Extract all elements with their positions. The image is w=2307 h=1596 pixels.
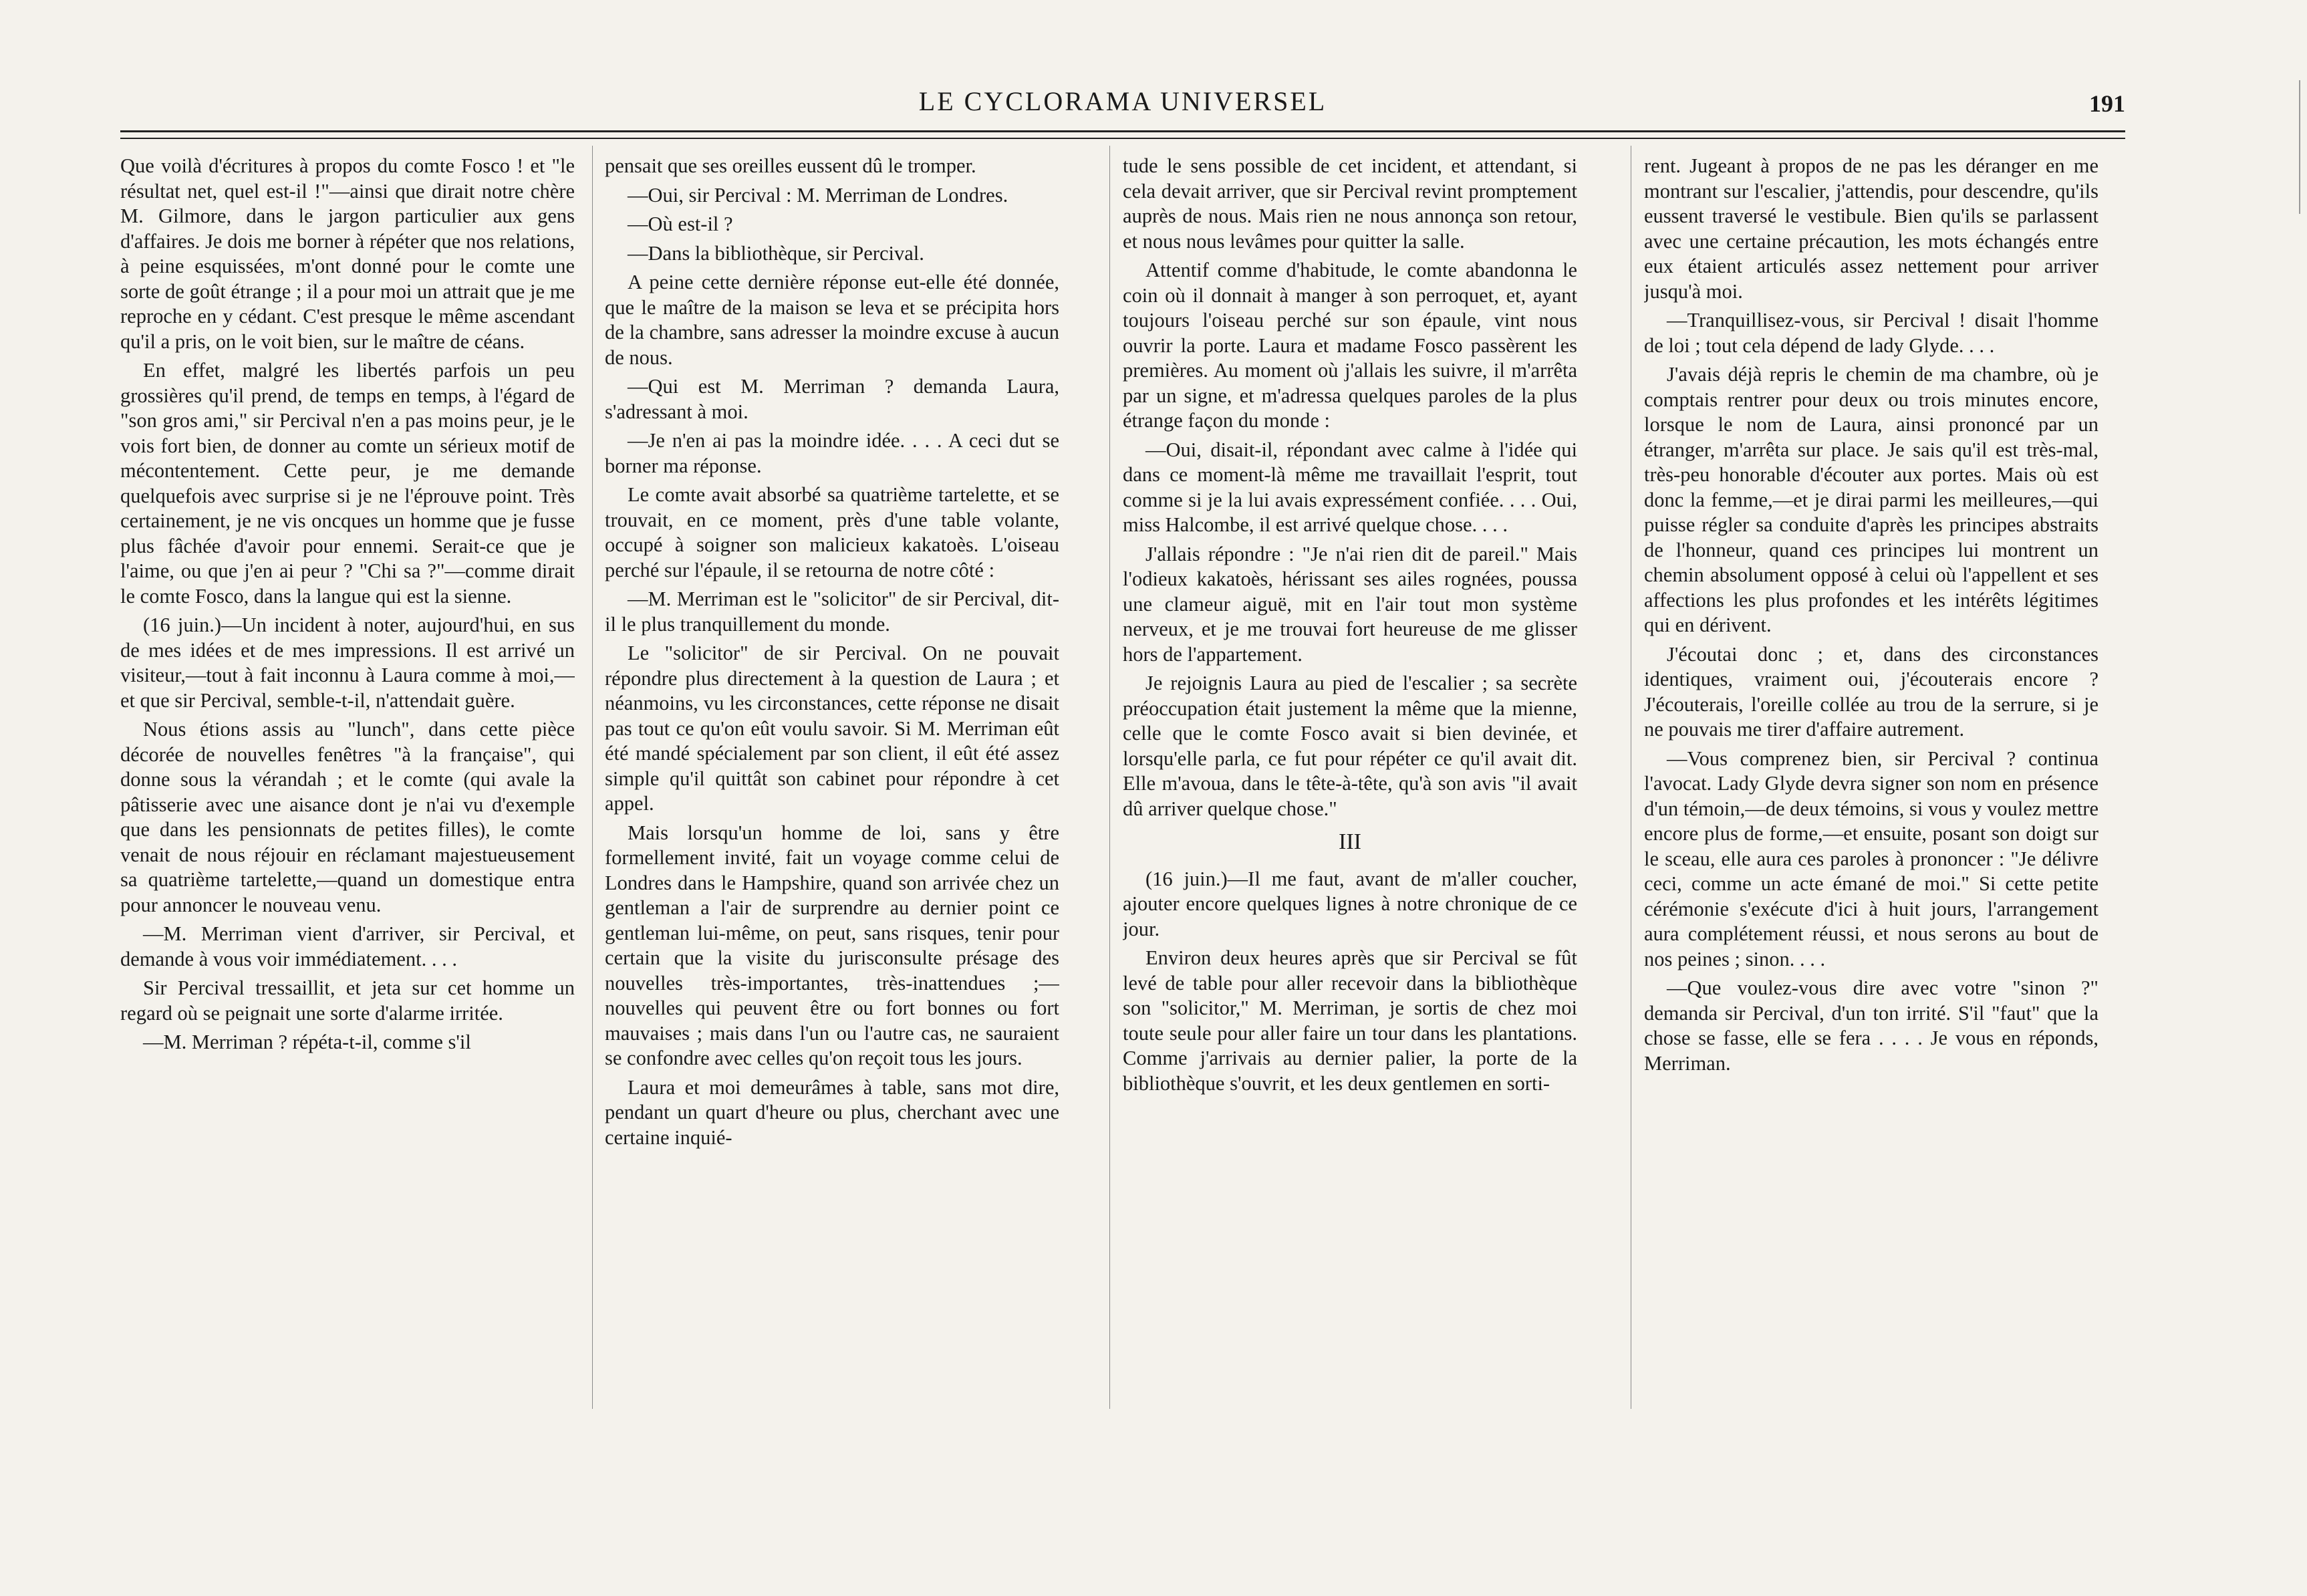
paragraph: rent. Jugeant à propos de ne pas les déranger en me montrant sur l'escalier, j'attendis, pour descendre, qu'ils eussent traversé le vestibule. Bien qu'ils se parlassent avec une certaine précaution, les mots échangés entre eux étaient articulés assez nettement pour arriver jusqu'à moi. [1644,154,2098,303]
column-divider [1109,146,1110,1409]
paragraph: J'avais déjà repris le chemin de ma chambre, où je comptais rentrer pour deux ou trois minutes encore, lorsque le nom de Laura, ainsi prononcé par un étranger, m'arrêta sur place. Je sais qu'il est très-mal, très-peu honorable d'écouter aux portes. Mais où est donc la femme,—et je dirai parmi les meilleures,—qui puisse régler sa conduite d'après les principes abstraits de l'honneur, quand ces principes lui montrent un chemin absolument opposé à celui où l'appellent et ses affections les plus profondes et les intérêts légitimes qui en dérivent. [1644,363,2098,636]
text-column-4 [1644,154,2098,1444]
text-column-2 [605,154,1059,1444]
paragraph: Mais lorsqu'un homme de loi, sans y être formellement invité, fait un voyage comme celui de Londres dans le Hampshire, quand son arrivée chez un gentleman a l'air de surprendre au dernier point ce gentleman lui-même, on peut, sans risques, tenir pour certain que la visite du jurisconsulte présage des nouvelles très-importantes, très-inattendues ;—nouvelles qui peuvent être ou fort bonnes ou fort mauvaises ; mais dans l'un ou l'autre cas, ne sauraient se confondre avec celles qu'on reçoit tous les jours. [605,821,1059,1069]
section-heading: III [1339,829,1361,854]
paragraph: Environ deux heures après que sir Percival se fût levé de table pour aller recevoir dans la bibliothèque son "solicitor," M. Merriman, je sortis de chez moi toute seule pour aller faire un tour dans les plantations. Comme j'arrivais au dernier palier, la porte de la bibliothèque s'ouvrit, et les deux gentlemen en sorti- [1123,946,1577,1095]
paragraph: —M. Merriman vient d'arriver, sir Percival, et demande à vous voir immédiatement. . . . [120,922,575,970]
paragraph: —Tranquillisez-vous, sir Percival ! disait l'homme de loi ; tout cela dépend de lady Glyde. . . . [1644,309,2098,357]
paragraph: —Oui, sir Percival : M. Merriman de Londres. [628,183,1008,207]
paragraph: Attentif comme d'habitude, le comte abandonna le coin où il donnait à manger à son perroquet, et, ayant toujours l'oiseau perché sur son épaule, vint nous ouvrir la porte. Laura et madame Fosco passèrent les premières. Au moment où j'allais les suivre, il m'arrêta par un signe, et m'adressa quelques paroles de la plus étrange façon du monde : [1123,259,1577,432]
paragraph: pensait que ses oreilles eussent dû le tromper. [605,154,976,177]
paragraph: —M. Merriman est le "solicitor" de sir Percival, dit-il le plus tranquillement du monde. [605,587,1059,636]
paragraph: —Oui, disait-il, répondant avec calme à l'idée qui dans ce moment-là même me travaillait l'esprit, tout comme si je la lui avais expressément confiée. . . . Oui, miss Halcombe, il est arrivé quelque chose. . . . [1123,438,1577,536]
paragraph: Le "solicitor" de sir Percival. On ne pouvait répondre plus directement à la question de Laura ; et néanmoins, vu les circonstances, cette réponse ne disait pas tout ce qu'on eût voulu savoir. Si M. Merriman eût été mandé spécialement par son client, il eût été assez simple qu'il quittât son cabinet pour répondre à cet appel. [605,642,1059,815]
paragraph: tude le sens possible de cet incident, et attendant, si cela devait arriver, que sir Percival revint promptement auprès de nous. Mais rien ne nous annonça son retour, et nous nous levâmes pour quitter la salle. [1123,154,1577,253]
text-column-3 [1123,154,1577,1444]
paragraph: Le comte avait absorbé sa quatrième tartelette, et se trouvait, en ce moment, près d'une table volante, occupé à soigner son malicieux kakatoès. L'oiseau perché sur l'épaule, il se retourna de notre côté : [605,483,1059,581]
paragraph: Je rejoignis Laura au pied de l'escalier ; sa secrète préoccupation était justement la même que la mienne, celle que le comte Fosco avait si bien devinée, et lorsqu'elle parla, ce fut pour répéter ce qu'il avait dit. Elle m'avoua, dans le tête-à-tête, qu'à son avis "il avait dû arriver quelque chose." [1123,672,1577,820]
paragraph: Nous étions assis au "lunch", dans cette pièce décorée de nouvelles fenêtres "à la française", qui donne sous la vérandah ; et le comte (qui avale la pâtisserie avec une aisance dont je n'ai vu d'exemple que dans les pensionnats de petites filles), le comte venait de nous réjouir en réclamant majestueusement sa quatrième tartelette,—quand un domestique entra pour annoncer le nouveau venu. [120,718,575,916]
column-divider [592,146,593,1409]
text-column-1 [120,154,575,1444]
paragraph: —Que voulez-vous dire avec votre "sinon ?" demanda sir Percival, d'un ton irrité. S'il "faut" que la chose se fasse, elle se fera . . . . Je vous en réponds, Merriman. [1644,976,2098,1075]
journal-title: LE CYCLORAMA UNIVERSEL [918,86,1327,116]
paragraph: —M. Merriman ? répéta-t-il, comme s'il [143,1031,471,1053]
paragraph: A peine cette dernière réponse eut-elle été donnée, que le maître de la maison se leva et se précipita hors de la chambre, sans adresser la moindre excuse à aucun de nous. [605,271,1059,369]
paragraph: J'allais répondre : "Je n'ai rien dit de pareil." Mais l'odieux kakatoès, hérissant ses ailes rognées, poussa une clameur aiguë, mit en l'air tout mon système nerveux, et je me trouvai fort heureuse de me glisser hors de l'appartement. [1123,542,1577,666]
paragraph: Que voilà d'écritures à propos du comte Fosco ! et "le résultat net, quel est-il !"—ainsi que dirait notre chère M. Gilmore, dans le jargon particulier aux gens d'affaires. Je dois me borner à répéter que nos relations, à peine esquissées, m'ont donné pour le comte une sorte de goût étrange ; il a pour moi un attrait que je me reproche en y cédant. C'est presque le même ascendant qu'il a pris, on le voit bien, sur le maître de céans. [120,154,575,353]
paragraph: (16 juin.)—Un incident à noter, aujourd'hui, en sus de mes idées et de mes impressions. Il est arrivé un visiteur,—tout à fait inconnu à Laura comme à moi,—et que sir Percival, semble-t-il, n'attendait guère. [120,614,575,712]
paragraph: Laura et moi demeurâmes à table, sans mot dire, pendant un quart d'heure ou plus, cherchant avec une certaine inquié- [605,1075,1059,1149]
paragraph: —Vous comprenez bien, sir Percival ? continua l'avocat. Lady Glyde devra signer son nom en présence d'un témoin,—de deux témoins, si vous y voulez mettre encore plus de forme,—et ensuite, posant son doigt sur le sceau, elle aura ces paroles à prononcer : "Je délivre ceci, comme un acte émané de moi." Si cette petite cérémonie s'exécute d'ici à huit jours, l'arrangement aura complétement réussi, et nous serons au bout de nos peines ; sinon. . . . [1644,747,2098,970]
paragraph: J'écoutai donc ; et, dans des circonstances identiques, vraiment oui, j'écouterais encore ? J'écouterais, l'oreille collée au trou de la serrure, si je ne pouvais me tirer d'affaire autrement. [1644,642,2098,741]
paragraph: —Qui est M. Merriman ? demanda Laura, s'adressant à moi. [605,375,1059,423]
header-rule-top [120,130,2125,132]
binding-edge [2299,80,2300,214]
paragraph: —Je n'en ai pas la moindre idée. . . . A ceci dut se borner ma réponse. [605,429,1059,477]
running-header [120,86,2125,126]
paragraph: (16 juin.)—Il me faut, avant de m'aller coucher, ajouter encore quelques lignes à notre chronique de ce jour. [1123,867,1577,940]
page-number: 191 [2089,90,2125,117]
paragraph: —Dans la bibliothèque, sir Percival. [628,241,924,265]
header-rule-bottom [120,138,2125,139]
paragraph: En effet, malgré les libertés parfois un peu grossières qu'il prend, de temps en temps, à l'égard de "son gros ami," sir Percival n'en a pas moins peur, je le vois fort bien, de donner au comte un sérieux motif de mécontentement. Cette peur, je me demande quelquefois avec surprise si je ne l'éprouve point. Très certainement, je ne vis oncques un homme que je fusse plus fâchée d'avoir pour ennemi. Serait-ce que je l'aime, ou que j'en ai peur ? "Chi sa ?"—comme dirait le comte Fosco, dans la langue qui est la sienne. [120,359,575,608]
paragraph: —Où est-il ? [628,213,733,235]
paragraph: Sir Percival tressaillit, et jeta sur cet homme un regard où se peignait une sorte d'alarme irritée. [120,976,575,1025]
